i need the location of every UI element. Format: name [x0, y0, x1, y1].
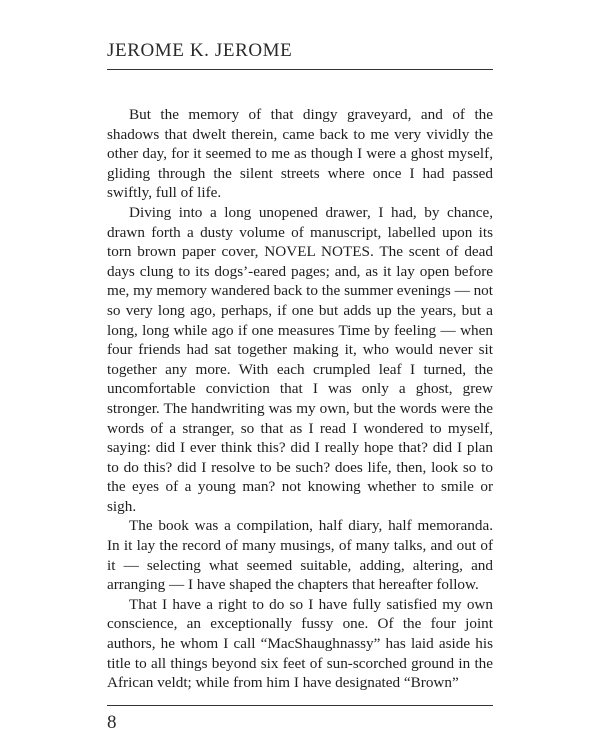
running-header: JEROME K. JEROME — [107, 40, 293, 61]
paragraph-3: The book was a compilation, half diary, half memoranda. In it lay the record of many musings, of many talks, and out of it — selecting what seemed suitable, adding, altering, and arranging — I have shaped the chapters that hereafter follow. — [107, 517, 493, 594]
paragraph-2: Diving into a long unopened drawer, I had, by chance, drawn forth a dusty volume of manuscript, labelled upon its torn brown paper cover, NOVEL NOTES. The scent of dead days clung to its dogs’-eared pages; and, as it lay open before me, my memory wandered back to the summer evenings — not so very long ago, perhaps, if one but adds up the years, but a long, long while ago if one measures Time by feeling — when four friends had sat together making it, who would never sit together any more. With each crumpled leaf I turned, the uncomfortable conviction that I was only a ghost, grew stronger. The handwriting was my own, but the words were the words of a stranger, so that as I read I wondered to myself, saying: did I ever think this? did I really hope that? did I plan to do this? did I resolve to be such? does life, then, look so to the eyes of a young man? not knowing whether to smile or sigh. — [107, 203, 493, 515]
paragraph-1: But the memory of that dingy graveyard, and of the shadows that dwelt therein, came back to me very vividly the other day, for it seemed to me as though I were a ghost myself, gliding through the silent streets where once I had passed swiftly, full of life. — [107, 106, 493, 202]
paragraph-4: That I have a right to do so I have fully satisfied my own conscience, an exceptionally fussy one. Of the four joint authors, he whom I call “MacShaughnassy” has laid aside his title to all things beyond six feet of sun-scorched ground in the African veldt; while from him I have designated “Brown” — [107, 595, 493, 692]
footer-rule — [107, 705, 493, 706]
body-text — [107, 105, 493, 693]
page-number: 8 — [107, 712, 117, 733]
header-rule — [107, 69, 493, 70]
